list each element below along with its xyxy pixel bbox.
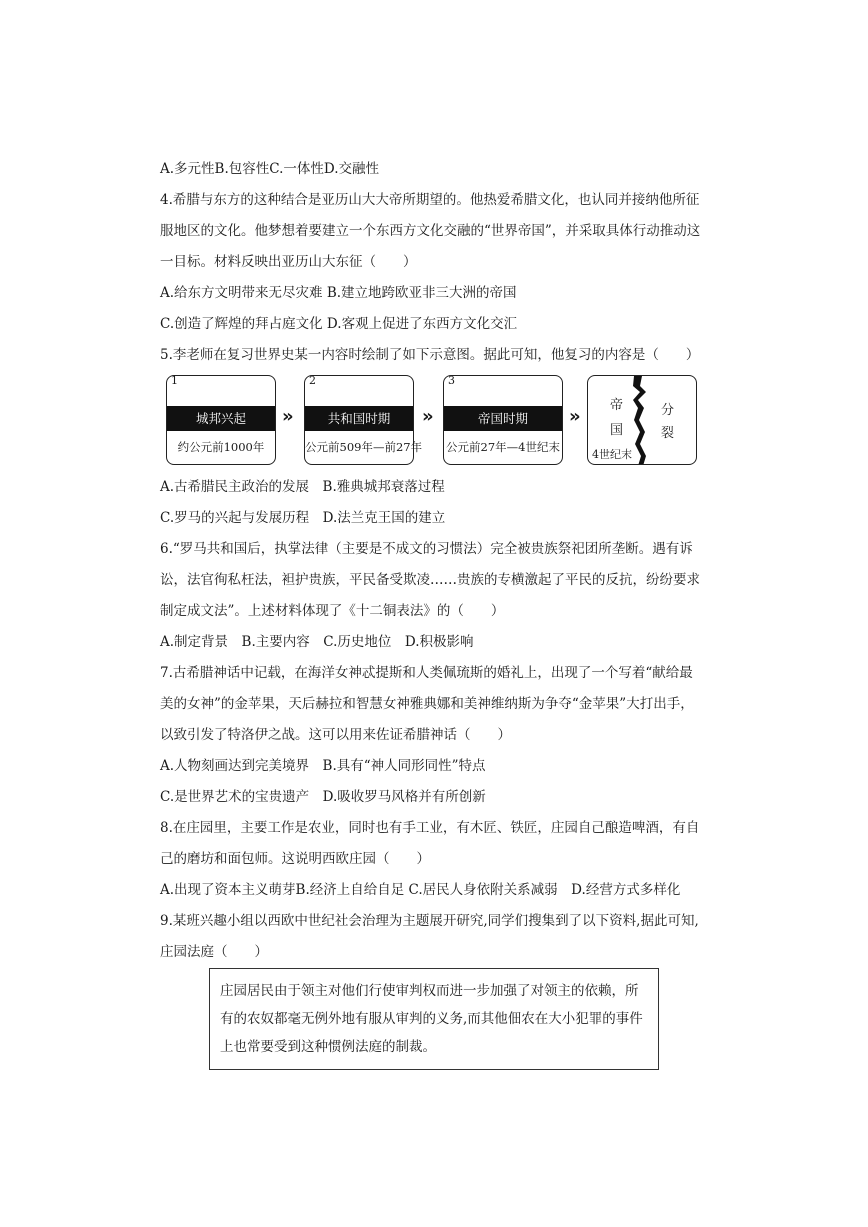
stage-number: 3 bbox=[448, 374, 455, 387]
q7-stem-line3: 以致引发了特洛伊之战。这可以用来佐证希腊神话（ ） bbox=[160, 727, 511, 743]
q7-options-ab: A.人物刻画达到完美境界 B.具有“神人同形同性”特点 bbox=[160, 758, 486, 774]
q4-stem-line3: 一目标。材料反映出亚历山大东征（ ） bbox=[160, 254, 417, 270]
stage-date: 约公元前1000年 bbox=[177, 440, 265, 454]
stage-title: 共和国时期 bbox=[305, 406, 413, 431]
q7-stem-line1: 7.古希腊神话中记载，在海洋女神忒提斯和人类佩琉斯的婚礼上，出现了一个写着“献给最 bbox=[160, 665, 693, 681]
stage-2 bbox=[304, 374, 423, 465]
chevron-right-icon: » bbox=[282, 406, 289, 427]
chevron-right-icon: » bbox=[569, 406, 576, 427]
q8-options: A.出现了资本主义萌芽B.经济上自给自足 C.居民人身依附关系减弱 D.经营方式多样化 bbox=[160, 882, 681, 898]
stage-split bbox=[587, 375, 697, 465]
q6-options: A.制定背景 B.主要内容 C.历史地位 D.积极影响 bbox=[160, 634, 474, 650]
q5-stem: 5.李老师在复习世界史某一内容时绘制了如下示意图。据此可知，他复习的内容是（ ） bbox=[160, 347, 700, 363]
q7-stem-line2: 美的女神”的金苹果，天后赫拉和智慧女神雅典娜和美神维纳斯为争夺“金苹果”大打出手， bbox=[160, 696, 694, 712]
q5-options-ab: A.古希腊民主政治的发展 B.雅典城邦衰落过程 bbox=[160, 479, 445, 495]
split-label-right-top: 分 bbox=[661, 403, 675, 418]
q4-stem-line2: 服地区的文化。他梦想着要建立一个东西方文化交融的“世界帝国”，并采取具体行动推动这 bbox=[160, 223, 701, 239]
q4-options-cd: C.创造了辉煌的拜占庭文化 D.客观上促进了东西方文化交汇 bbox=[160, 316, 518, 332]
q8-stem-line1: 8.在庄园里，主要工作是农业，同时也有手工业，有木匠、铁匠，庄园自己酿造啤酒，有自 bbox=[160, 820, 700, 836]
stage-title: 帝国时期 bbox=[444, 406, 562, 431]
split-label-left-bottom: 国 bbox=[610, 423, 624, 438]
q6-stem-line3: 制定成文法”。上述材料体现了《十二铜表法》的（ ） bbox=[160, 603, 505, 619]
q4-options-ab: A.给东方文明带来无尽灾难 B.建立地跨欧亚非三大洲的帝国 bbox=[160, 285, 517, 301]
rome-timeline-diagram bbox=[166, 375, 706, 469]
q6-stem-line2: 讼，法官徇私枉法，袒护贵族，平民备受欺凌……贵族的专横激起了平民的反抗，纷纷要求 bbox=[160, 572, 700, 588]
stage-number: 1 bbox=[171, 374, 178, 387]
stage-number: 2 bbox=[309, 374, 316, 387]
q6-stem-line1: 6.“罗马共和国后，执掌法律（主要是不成文的习惯法）完全被贵族祭祀团所垄断。遇有诉 bbox=[160, 541, 693, 557]
split-label-right-bottom: 裂 bbox=[661, 426, 675, 441]
split-label-left-top: 帝 bbox=[610, 398, 624, 413]
q4-stem-line1: 4.希腊与东方的这种结合是亚历山大大帝所期望的。他热爱希腊文化，也认同并接纳他所征 bbox=[160, 192, 700, 208]
q8-stem-line2: 己的磨坊和面包师。这说明西欧庄园（ ） bbox=[160, 851, 430, 867]
q9-material-box: 庄园居民由于领主对他们行使审判权而进一步加强了对领主的依赖，所有的农奴都毫无例外地有服从审判的义务,而其他佃农在大小犯罪的事件上也常要受到这种惯例法庭的制裁。 bbox=[209, 968, 659, 1070]
split-caption: 4世纪末 bbox=[592, 448, 632, 461]
stage-3 bbox=[443, 375, 563, 465]
q9-stem-line1: 9.某班兴趣小组以西欧中世纪社会治理为主题展开研究,同学们搜集到了以下资料,据此可知, bbox=[160, 913, 699, 929]
q3-options: A.多元性B.包容性C.一体性D.交融性 bbox=[160, 161, 380, 177]
q7-options-cd: C.是世界艺术的宝贵遗产 D.吸收罗马风格并有所创新 bbox=[160, 789, 486, 805]
stage-date: 公元前27年—4世纪末 bbox=[446, 440, 560, 454]
q9-stem-line2: 庄园法庭（ ） bbox=[160, 944, 268, 960]
q5-options-cd: C.罗马的兴起与发展历程 D.法兰克王国的建立 bbox=[160, 510, 446, 526]
chevron-right-icon: » bbox=[422, 406, 429, 427]
stage-date: 公元前509年—前27年 bbox=[305, 440, 423, 454]
stage-title: 城邦兴起 bbox=[167, 406, 275, 431]
stage-1 bbox=[166, 375, 276, 465]
